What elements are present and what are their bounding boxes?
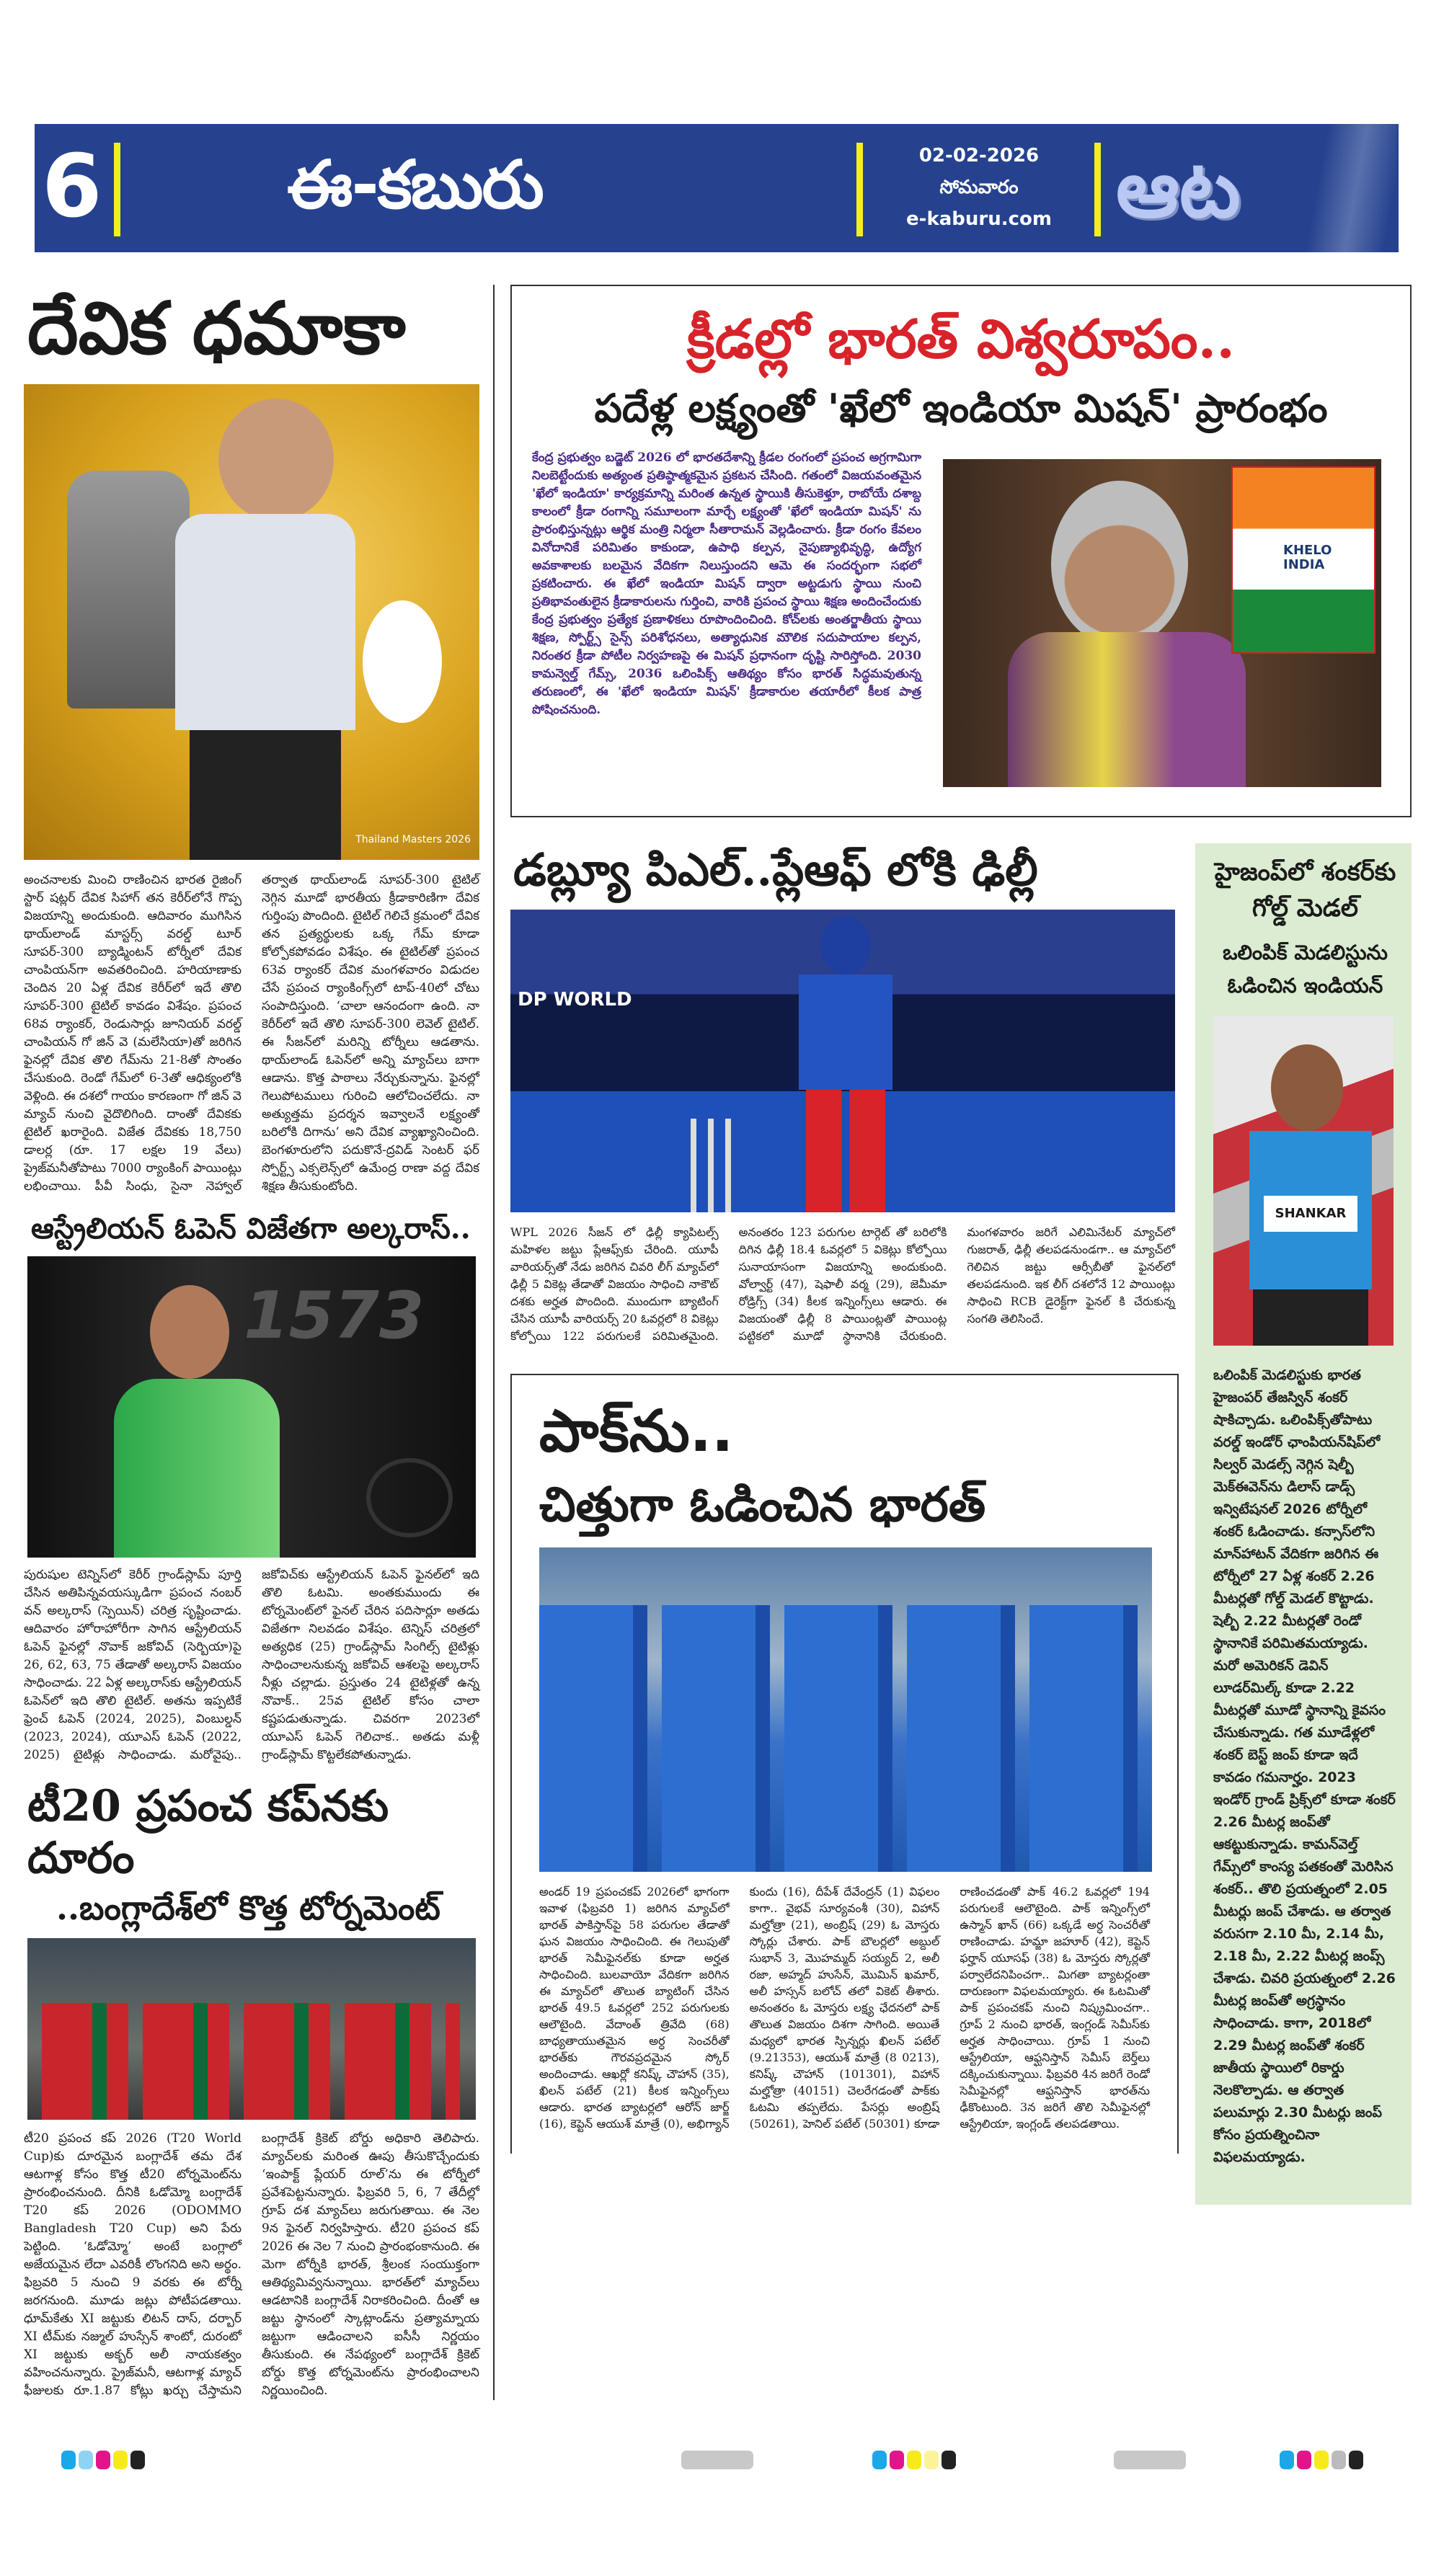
masthead: [35, 124, 1399, 252]
weekday: సోమవారం: [939, 177, 1019, 198]
devika-photo: [24, 384, 479, 860]
stumps-icon: [691, 1119, 734, 1212]
wpl-article-body: WPL 2026 సీజన్ లో ఢిల్లీ క్యాపిటల్స్ మహిళల జట్టు ప్లేఆఫ్స్‌కు చేరింది. యూపీ వారియర్స్‌తో నేడు జరిగిన చివరి లీగ్ మ్యాచ్‌లో ఢిల్లీ 5 వికెట్ల తేడాతో విజయం సాధించి నాకౌట్ దశకు అర్హత పొందింది. ముందుగా బ్యాటింగ్ చేసిన యూపీ వారియర్స్ 20 ఓవర్లలో 8 వికెట్లు కోల్పోయి 122 పరుగులకే పరిమితమైంది. అనంతరం 123 పరుగుల టార్గెట్ తో బరిలోకి దిగిన ఢిల్లీ 18.4 ఓవర్లలో 5 వికెట్లు కోల్పోయి సునాయాసంగా విజయాన్ని అందుకుంది. వోల్వార్ట్ (47), షెఫాలీ వర్మ (29), జెమీమా రోడ్రిగ్స్ (34) కీలక ఇన్నింగ్స్‌లు ఆడారు. ఈ విజయంతో ఢిల్లీ 8 పాయింట్లతో పాయింట్ల పట్టికలో మూడో స్థానానికి చేరుకుంది. మంగళవారం జరిగే ఎలిమినేటర్ మ్యాచ్‌లో గుజరాత్, ఢిల్లీ తలపడనుండగా.. ఆ మ్యాచ్‌లో గెలిచిన జట్టు ఆర్సీబీతో ఫైనల్‌లో తలపడనుంది. ఇక లీగ్ దశలోనే 12 పాయింట్లు సాధించి RCB డైరెక్ట్‌గా ఫైనల్ కి చేరుకున్న సంగతి తెలిసిందే.: [510, 1225, 1175, 1343]
footer: [0, 2451, 1431, 2479]
pak-article-body: అండర్ 19 ప్రపంచకప్ 2026లో భాగంగా ఇవాళ (ఫిబ్రవరి 1) జరిగిన మ్యాచ్‌లో భారత్ పాకిస్తాన్‌పై 58 పరుగుల తేడాతో ఘన విజయం సాధించింది. ఈ గెలుపుతో భారత్ సెమీఫైనల్‌కు కూడా అర్హత సాధించింది. బులవాయో వేదికగా జరిగిన ఈ మ్యాచ్‌లో తొలుత బ్యాటింగ్ చేసిన భారత్ 49.5 ఓవర్లలో 252 పరుగులకు ఆలౌటైంది. వేదాంత్ త్రివేది (68) బాధ్యతాయుతమైన అర్ధ సెంచరీతో భారత్‌కు గౌరవప్రదమైన స్కోర్ అందించాడు. ఆఖర్లో కనిష్క్ చౌహాన్ (35), ఖిలన్ పటేల్ (21) కీలక ఇన్నింగ్స్‌లు ఆడారు. భారత బ్యాటర్లలో ఆరోన్ జార్జ్ (16), కెప్టెన్ ఆయుశ్ మాత్రే (0), అభిగ్యాన్ కుందు (16), దీపేశ్ దేవేంద్రన్ (1) విఫలం కాగా.. వైభవ్ సూర్యవంశీ (30), విహాన్ మల్హోత్రా (21), అంబ్రిష్ (29) ఓ మోస్తరు స్కోర్లు చేశారు. పాక్ బౌలర్లలో అబ్దుల్ సుభాన్ 3, మొహమ్మద్ సయ్యద్ 2, అలీ రజా, అహ్మద్ హుసేన్, మొమిన్ ఖమార్, అలీ హస్సన్ బలోచ్ తలో వికెట్ తీశారు. అనంతరం ఓ మోస్తరు లక్ష్య ఛేదనలో పాక్ తొలుత విజయం దిశగా సాగింది. అయితే మధ్యలో భారత స్పిన్నర్లు ఖిలన్ పటేల్ (9.21353), ఆయుశ్ మాత్రే (8 0213), కనిష్క్ చౌహాన్ (101301), విహాన్ మల్హోత్రా (40151) చెలరేగడంతో పాక్‌కు ఓటమి తప్పలేదు. పేసర్లు అంబ్రిష్ (50261), హెనిల్ పటేల్ (50301) కూడా రాణించడంతో పాక్ 46.2 ఓవర్లలో 194 పరుగులకే ఆలౌటైంది. పాక్ ఇన్నింగ్స్‌లో ఉస్మాన్ ఖాన్ (66) ఒక్కడే అర్ధ సెంచరీతో రాణించాడు. హమ్జా జహూర్ (42), కెప్టెన్ ఫర్హాన్ యూసఫ్ (38) ఓ మోస్తరు స్కోర్లతో పర్వాలేదనిపించగా.. మిగతా బ్యాటర్లంతా దారుణంగా విఫలమయ్యారు. ఈ ఓటమితో పాక్ ప్రపంచకప్ నుంచి నిష్క్రమించగా.. గ్రూప్ 2 నుంచి భారత్, ఇంగ్లండ్ సెమీస్‌కు అర్హత సాధించాయి. గ్రూప్ 1 నుంచి ఆస్ట్రేలియా, ఆఫ్ఘనిస్తాన్ సెమీస్ బెర్త్‌లు దక్కించుకున్నాయి. ఫిబ్రవరి 4న జరిగే రెండో సెమీఫైనల్లో ఆఫ్ఘనిస్తాన్ భారత్‌ను ఢీకొంటుంది. 3న జరిగే తొలి సెమీఫైనల్లో ఆస్ట్రేలియా, ఇంగ్లండ్ తలపడతాయి.: [539, 1885, 1150, 2131]
devika-headline: దేవిక ధమాకా: [27, 285, 406, 370]
khelo-headline: క్రీడల్లో భారత్ విశ్వరూపం..: [687, 308, 1235, 370]
center-column: [510, 285, 1412, 2400]
sitharaman-photo: [943, 459, 1381, 787]
pak-headline-2: చిత్తుగా ఓడించిన భారత్: [539, 1476, 986, 1532]
logo-text: KHELO INDIA: [1283, 542, 1332, 572]
brand-title: ఈ-కబురు: [287, 146, 543, 223]
pak-box: [510, 1374, 1179, 2154]
khelo-article-body: కేంద్ర ప్రభుత్వం బడ్జెట్ 2026 లో భారతదేశాన్ని క్రీడల రంగంలో ప్రపంచ అగ్రగామిగా నిలబెట్టేందుకు అత్యంత ప్రతిష్ఠాత్మకమైన ప్రకటన చేసింది. గతంలో విజయవంతమైన 'ఖేలో ఇండియా' కార్యక్రమాన్ని మరింత ఉన్నత స్థాయికి తీసుకెళ్తూ, రాబోయే దశాబ్ద కాలంలో క్రీడా రంగాన్ని సమూలంగా మార్చే లక్ష్యంతో 'ఖేలో ఇండియా మిషన్' ను ప్రారంభిస్తున్నట్లు ఆర్థిక మంత్రి నిర్మలా సీతారామన్ వెల్లడించారు. క్రీడా రంగం కేవలం వినోదానికే పరిమితం కాకుండా, ఉపాధి కల్పన, నైపుణ్యాభివృద్ధి, ఉద్యోగ అవకాశాలకు బలమైన వేదికగా నిలుస్తుందని ఆమె ఈ సందర్భంగా సభలో ప్రకటించారు. ఈ ఖేలో ఇండియా మిషన్ ద్వారా అట్టడుగు స్థాయి నుంచి ప్రతిభావంతులైన క్రీడాకారులను గుర్తించి, వారికి ప్రపంచ స్థాయి శిక్షణ అందించేందుకు కేంద్ర ప్రభుత్వం ప్రత్యేక ప్రణాళికలు రూపొందించింది. కోచ్‌లకు అంతర్జాతీయ స్థాయి శిక్షణ, స్పోర్ట్స్ సైన్స్ పరిశోధనలు, అత్యాధునిక మౌలిక సదుపాయాల కల్పన, నిరంతర క్రీడా పోటీల నిర్వహణపై ఈ మిషన్ ప్రధానంగా దృష్టి సారిస్తోంది. 2030 కామన్వెల్త్ గేమ్స్, 2036 ఒలింపిక్స్ ఆతిథ్యం కోసం భారత్ సిద్ధమవుతున్న తరుణంలో, ఈ 'ఖేలో ఇండియా మిషన్' క్రీడాకారుల తయారీలో కీలక పాత్ర పోషించనుంది.: [532, 450, 921, 717]
scoreboard-text: 1573: [244, 1278, 425, 1354]
speaker-saree: [1008, 632, 1246, 787]
t20-subheadline: ..బంగ్లాదేశ్‌లో కొత్త టోర్నమెంట్: [56, 1888, 440, 1927]
athlete-shorts: [1253, 1289, 1368, 1346]
player-shorts: [190, 730, 341, 860]
column-divider: [493, 285, 495, 2400]
photo-caption: Thailand Masters 2026: [355, 834, 471, 845]
date-block: [871, 140, 1087, 235]
bangladesh-team-photo: [27, 1938, 476, 2120]
ad-banner: DP WORLD: [518, 988, 632, 1011]
divider: [856, 143, 863, 236]
bib: SHANKAR: [1264, 1196, 1357, 1232]
athlete-head: [1271, 1044, 1343, 1131]
devika-article-body: అంచనాలకు మించి రాణించిన భారత రైజింగ్ స్టార్ షట్లర్ దేవిక సిహాగ్ తన కెరీర్‌లోనే గొప్ప విజయాన్ని అందుకుంది. ఆదివారం ముగిసిన థాయ్‌లాండ్ మాస్టర్స్ వరల్డ్ టూర్ సూపర్-300 బ్యాడ్మింటన్ టోర్నీలో దేవిక చాంపియన్‌గా అవతరించింది. హరియాణాకు చెందిన 20 ఏళ్ల దేవిక కెరీర్‌లో ఇదే తొలి సూపర్-300 టైటిల్ కావడం విశేషం. ప్రపంచ 68వ ర్యాంకర్, రెండుసార్లు జూనియర్ వరల్డ్ చాంపియన్ గో జిన్ వె (మలేసియా)తో జరిగిన ఫైనల్లో దేవిక తొలి గేమ్‌ను 21-8తో సొంతం చేసుకుంది. రెండో గేమ్‌లో 6-3తో ఆధిక్యంలోకి వెళ్లింది. ఈ దశలో గాయం కారణంగా గో జిన్ వె మ్యాచ్ నుంచి వైదొలిగింది. దాంతో దేవికకు టైటిల్ ఖరారైంది. విజేత దేవికకు 18,750 డాలర్ల (రూ. 17 లక్షల 19 వేలు) ప్రైజ్‌మనీతోపాటు 7000 ర్యాంకింగ్ పాయింట్లు లభించాయి. పీవీ సింధు, సైనా నెహ్వాల్ తర్వాత థాయ్‌లాండ్ సూపర్-300 టైటిల్ నెగ్గిన మూడో భారతీయ క్రీడాకారిణిగా దేవిక గుర్తింపు పొందింది. టైటిల్ గెలిచే క్రమంలో దేవిక తన ప్రత్యర్థులకు ఒక్క గేమ్ కూడా కోల్పోకపోవడం విశేషం. ఈ టైటిల్‌తో ప్రపంచ 63వ ర్యాంకర్ దేవిక మంగళవారం విడుదల చేసే ప్రపంచ ర్యాంకింగ్స్‌లో టాప్-40లో చోటు సంపాదిస్తుంది. ‘చాలా ఆనందంగా ఉంది. నా కెరీర్‌లో ఇదే తొలి సూపర్-300 లెవెల్ టైటిల్. ఈ సీజన్‌లో మరిన్ని టోర్నీలు ఆడతాను. థాయ్‌లాండ్ ఓపెన్‌లో అన్ని మ్యాచ్‌లు బాగా ఆడాను. కొత్త పాఠాలు నేర్చుకున్నాను. ఫైనల్లో గెలుపోటములు గురించి ఆలోచించలేదు. నా అత్యుత్తమ ప్రదర్శన ఇవ్వాలనే లక్ష్యంతో బరిలోకి దిగాను’ అని దేవిక వ్యాఖ్యానించింది. బెంగళూరులోని పదుకొనే-ద్రవిడ్ సెంటర్ ఫర్ స్పోర్ట్స్ ఎక్సలెన్స్‌లో ఉమేంద్ర రాణా వద్ద దేవిక శిక్షణ తీసుకుంటోంది.: [24, 873, 479, 1194]
pak-headline-1: పాక్‌ను..: [539, 1397, 734, 1465]
player-head: [218, 399, 334, 521]
india-u19-team-photo: [539, 1547, 1152, 1872]
racket-icon: [366, 1458, 453, 1537]
runner-silhouette-icon: [1289, 124, 1397, 252]
shankar-photo: [1213, 1016, 1394, 1346]
khelo-india-box: [510, 285, 1412, 817]
batter-helmet: [820, 917, 871, 974]
t20-headline: టీ20 ప్రపంచ కప్‌నకు దూరం: [27, 1781, 389, 1883]
page-body: [0, 285, 1431, 2400]
batter-jersey: [799, 974, 892, 1090]
divider: [1094, 143, 1101, 236]
player-shirt: [175, 514, 355, 730]
page-number: 6: [42, 137, 102, 237]
batter-pads: [806, 1090, 885, 1212]
mascot-icon: [363, 600, 442, 723]
registration-marks: [1280, 2451, 1363, 2469]
t20-article-body: టీ20 ప్రపంచ కప్ 2026 (T20 World Cup)కు దూరమైన బంగ్లాదేశ్ తమ దేశ ఆటగాళ్ల కోసం కొత్త టీ20 టోర్నమెంట్‌ను ప్రారంభించనుంది. దీనికి ఓడోమ్మో బంగ్లాదేశ్ T20 కప్ 2026 (ODOMMO Bangladesh T20 Cup) అని పేరు పెట్టింది. ‘ఓడోమ్మో’ అంటే బంగ్లాలో అజేయమైన లేదా ఎవరికీ లొంగనిది అని అర్థం. ఫిబ్రవరి 5 నుంచి 9 వరకు ఈ టోర్నీ జరగనుంది. మూడు జట్లు పోటీపడతాయి. ధూమ్‌కేతు XI జట్టుకు లిటన్ దాస్, దర్బార్ XI టీమ్‌కు నజ్ముల్ హుస్సేన్ శాంటో, దురంటో XI జట్టుకు అక్బర్ అలీ నాయకత్వం వహించనున్నారు. ప్రైజ్‌మనీ, ఆటగాళ్ల మ్యాచ్ ఫీజులకు రూ.1.87 కోట్లు ఖర్చు చేస్తామని బంగ్లాదేశ్ క్రికెట్ బోర్డు అధికారి తెలిపారు. మ్యాచ్‌లకు మరింత ఊపు తీసుకొచ్చేందుకు ‘ఇంపాక్ట్ ప్లేయర్ రూల్’ను ఈ టోర్నీలో ప్రవేశపెట్టనున్నారు. ఫిబ్రవరి 5, 6, 7 తేదీల్లో గ్రూప్ దశ మ్యాచ్‌లు జరుగుతాయి. ఈ నెల 9న ఫైనల్ నిర్వహిస్తారు. టీ20 ప్రపంచ కప్ 2026 ఈ నెల 7 నుంచి ప్రారంభంకానుంది. ఈ మెగా టోర్నీకి భారత్, శ్రీలంక సంయుక్తంగా ఆతిథ్యమివ్వనున్నాయి. భారత్‌లో మ్యాచ్‌లు ఆడటానికి బంగ్లాదేశ్ నిరాకరించింది. దీంతో ఆ జట్టు స్థానంలో స్కాట్లాండ్‌ను ప్రత్యామ్నాయ జట్టుగా ఆడించాలని ఐసీసీ నిర్ణయం తీసుకుంది. ఈ నేపథ్యంలో బంగ్లాదేశ్ క్రికెట్ బోర్డు కొత్త టోర్నమెంట్‌ను ప్రారంభించాలని నిర్ణయించింది.: [24, 2131, 479, 2399]
speaker-head: [1051, 481, 1188, 647]
alcaraz-article-body: పురుషుల టెన్నిస్‌లో కెరీర్ గ్రాండ్‌స్లామ్ పూర్తి చేసిన అతిపిన్నవయస్కుడిగా ప్రపంచ నంబర్ వన్ అల్కరాస్ (స్పెయిన్) చరిత్ర సృష్టించాడు. ఆదివారం హోరాహోరీగా సాగిన ఆస్ట్రేలియన్ ఓపెన్ ఫైనల్లో నొవాక్ జకోవిచ్ (సెర్బియా)పై 26, 62, 63, 75 తేడాతో అల్కరాస్ విజయం సాధించాడు. 22 ఏళ్ల అల్కరాస్‌కు ఆస్ట్రేలియన్ ఓపెన్‌లో ఇది తొలి టైటిల్. అతను ఇప్పటికే ఫ్రెంచ్ ఓపెన్ (2024, 2025), వింబుల్డన్ (2023, 2024), యూఎస్ ఓపెన్ (2022, 2025) టైటిళ్లు సాధించాడు. మరోవైపు.. జకోవిచ్‌కు ఆస్ట్రేలియన్ ఓపెన్ ఫైనల్‌లో ఇది తొలి ఓటమి. అంతకుముందు ఈ టోర్నమెంట్‌లో ఫైనల్ చేరిన పదిసార్లూ అతడు విజేతగా నిలవడం విశేషం. టెన్నిస్ చరిత్రలో అత్యధిక (25) గ్రాండ్‌స్లామ్ సింగిల్స్ టైటిళ్లు సాధించాలనుకున్న జకోవిచ్ ఆశలపై అల్కరాస్ నీళ్లు చల్లాడు. ప్రస్తుతం 24 టైటిళ్లతో ఉన్న నొవాక్.. 25వ టైటిల్ కోసం చాలా కష్టపడుతున్నాడు. చివరగా 2023లో యూఎస్ ఓపెన్ గెలిచాక.. అతడు మళ్లీ గ్రాండ్‌స్లామ్ కొట్టలేకపోతున్నాడు.: [24, 1568, 479, 1762]
shankar-article-body: ఒలింపిక్ మెడలిస్టుకు భారత హైజంపర్ తేజస్విన్ శంకర్ షాకిచ్చాడు. ఒలింపిక్స్‌తోపాటు వరల్డ్ ఇండోర్ ఛాంపియన్‌షిప్‌లో సిల్వర్ మెడల్స్ నెగ్గిన షెల్బీ మెక్‌ఈవెన్‌ను డిలాస్ డాడ్స్ ఇన్విటేషనల్ 2026 టోర్నీలో శంకర్ ఓడించాడు. కన్సాస్‌లోని మాన్‌హాటన్ వేదికగా జరిగిన ఈ టోర్నీలో 27 ఏళ్ల శంకర్ 2.26 మీటర్లతో గోల్డ్ మెడల్ కొట్టాడు. షెల్బీ 2.22 మీటర్లతో రెండో స్థానానికే పరిమితమయ్యాడు. మరో అమెరికన్ డెవిన్ లూడర్‌మిల్క్ కూడా 2.22 మీటర్లతో మూడో స్థానాన్ని కైవసం చేసుకున్నాడు. గత మూడేళ్లలో శంకర్ బెస్ట్ జంప్ కూడా ఇదే కావడం గమనార్హం. 2023 ఇండోర్ గ్రాండ్ ప్రిక్స్‌లో కూడా శంకర్ 2.26 మీటర్ల జంప్‌తో ఆకట్టుకున్నాడు. కామన్‌వెల్త్ గేమ్స్‌లో కాంస్య పతకంతో మెరిసిన శంకర్.. తొలి ప్రయత్నంలో 2.05 మీటర్లు జంప్ చేశాడు. ఆ తర్వాత వరుసగా 2.10 మీ, 2.14 మీ, 2.18 మీ, 2.22 మీటర్ల జంప్స్ చేశాడు. చివరి ప్రయత్నంలో 2.26 మీటర్ల జంప్‌తో అగ్రస్థానం సాధించాడు. కాగా, 2018లో 2.29 మీటర్ల జంప్‌తో శంకర్ జాతీయ స్థాయిలో రికార్డు నెలకొల్పాడు. ఆ తర్వాత పలుమార్లు 2.30 మీటర్లు జంప్ కోసం ప్రయత్నించినా విఫలమయ్యాడు.: [1213, 1367, 1396, 2165]
registration-marks: [681, 2451, 753, 2469]
registration-marks: [872, 2451, 956, 2469]
khelo-subheadline: పదేళ్ల లక్ష్యంతో 'ఖేలో ఇండియా మిషన్' ప్రారంభం: [594, 384, 1328, 431]
section-logo: ఆట: [1116, 143, 1241, 235]
website-link[interactable]: e-kaburu.com: [906, 208, 1052, 230]
middle-column: [510, 843, 1179, 2154]
players-group: [539, 1605, 1152, 1872]
players-group: [42, 2003, 460, 2120]
wpl-headline: డబ్ల్యూ పిఎల్..ప్లేఆఫ్ లోకి ఢిల్లీ: [513, 843, 1038, 896]
khelo-content: [532, 449, 1390, 787]
alcaraz-headline: ఆస్ట్రేలియన్ ఓపెన్ విజేతగా అల్కరాస్..: [31, 1212, 471, 1245]
khelo-india-logo: [1231, 466, 1375, 654]
athlete-vest: [1249, 1131, 1372, 1289]
divider: [114, 143, 120, 236]
player-shirt: [114, 1379, 280, 1558]
registration-marks: [1114, 2451, 1186, 2469]
shankar-headline: హైజంప్‌లో శంకర్‌కు గోల్డ్ మెడల్: [1214, 857, 1396, 923]
registration-marks: [61, 2451, 145, 2469]
wpl-match-photo: [510, 910, 1175, 1212]
alcaraz-photo: [27, 1256, 476, 1558]
trophy-icon: [67, 471, 190, 709]
player-head: [150, 1285, 229, 1379]
shankar-sidebar: [1195, 843, 1412, 2205]
lower-section: [510, 843, 1412, 2205]
left-column: [24, 285, 479, 2400]
shankar-subheadline: ఒలింపిక్ మెడలిస్టును ఓడించిన ఇండియన్: [1223, 940, 1388, 998]
date: 02-02-2026: [918, 145, 1040, 166]
